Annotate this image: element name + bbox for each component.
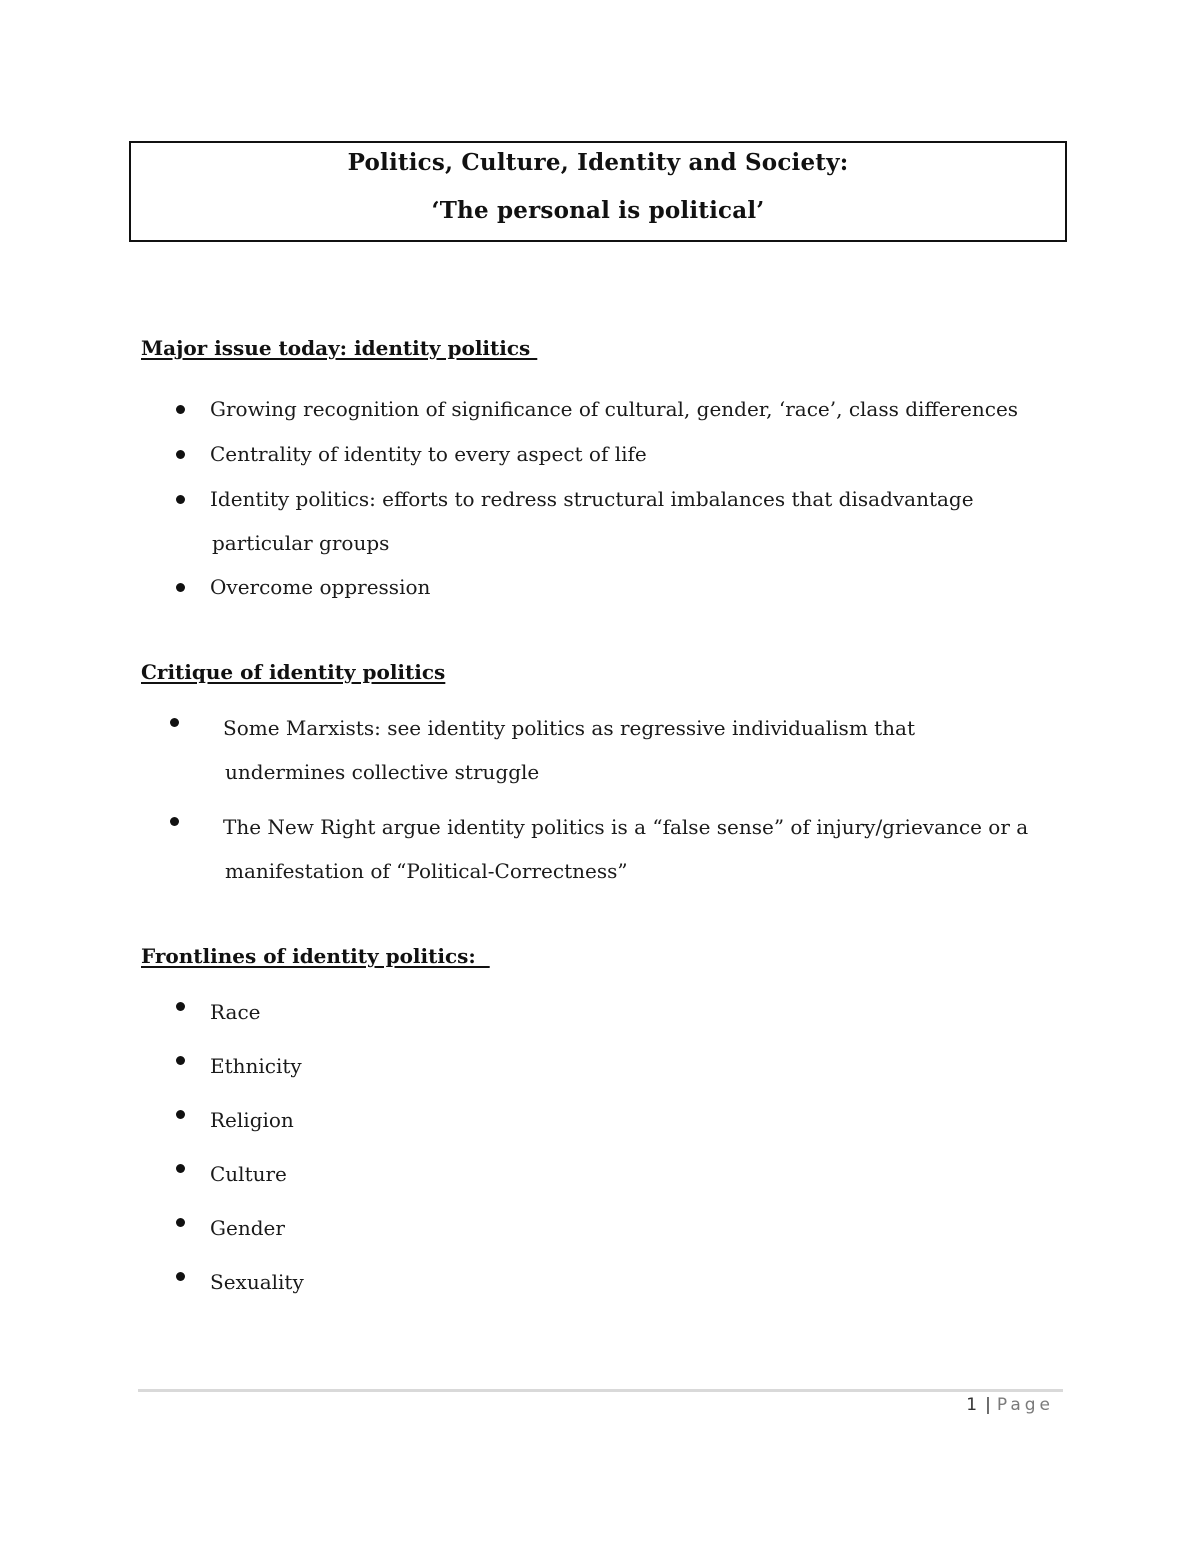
list-item: Centrality of identity to every aspect of life (210, 442, 647, 466)
footer-divider (138, 1389, 1063, 1392)
list-item: Some Marxists: see identity politics as regressive individualism that (223, 716, 916, 740)
list-item: Ethnicity (210, 1054, 302, 1078)
section-heading-major-issue: Major issue today: identity politics (141, 336, 538, 360)
title-box (129, 141, 1067, 242)
bullet-icon (176, 1164, 185, 1173)
list-item: Race (210, 1000, 261, 1024)
section-heading-critique: Critique of identity politics (141, 660, 446, 684)
page-number: 1 (966, 1395, 978, 1415)
list-item-continuation: particular groups (212, 531, 390, 555)
page-footer (966, 1395, 1054, 1415)
bullet-icon (176, 450, 185, 459)
bullet-icon (176, 405, 185, 414)
document-title: Politics, Culture, Identity and Society: (347, 149, 849, 176)
bullet-icon (176, 1272, 185, 1281)
bullet-icon (176, 583, 185, 592)
bullet-icon (176, 1110, 185, 1119)
bullet-icon (176, 1056, 185, 1065)
bullet-icon (170, 718, 179, 727)
bullet-icon (176, 1218, 185, 1227)
document-subtitle: ‘The personal is political’ (431, 197, 765, 224)
page-label: Page (996, 1395, 1054, 1415)
list-item: Sexuality (210, 1270, 304, 1294)
list-item: Overcome oppression (210, 575, 431, 599)
bullet-icon (170, 817, 179, 826)
list-item: Culture (210, 1162, 287, 1186)
bullet-icon (176, 1002, 185, 1011)
list-item-continuation: undermines collective struggle (225, 760, 540, 784)
list-item: Identity politics: efforts to redress structural imbalances that disadvantage (210, 487, 974, 511)
list-item: Religion (210, 1108, 294, 1132)
bullet-icon (176, 495, 185, 504)
list-item: Gender (210, 1216, 285, 1240)
section-heading-frontlines: Frontlines of identity politics: (141, 944, 490, 968)
list-item: The New Right argue identity politics is a “false sense” of injury/grievance or a (223, 815, 1029, 839)
footer-separator: | (985, 1395, 991, 1415)
list-item: Growing recognition of significance of cultural, gender, ‘race’, class differences (210, 397, 1019, 421)
list-item-continuation: manifestation of “Political-Correctness” (225, 859, 628, 883)
